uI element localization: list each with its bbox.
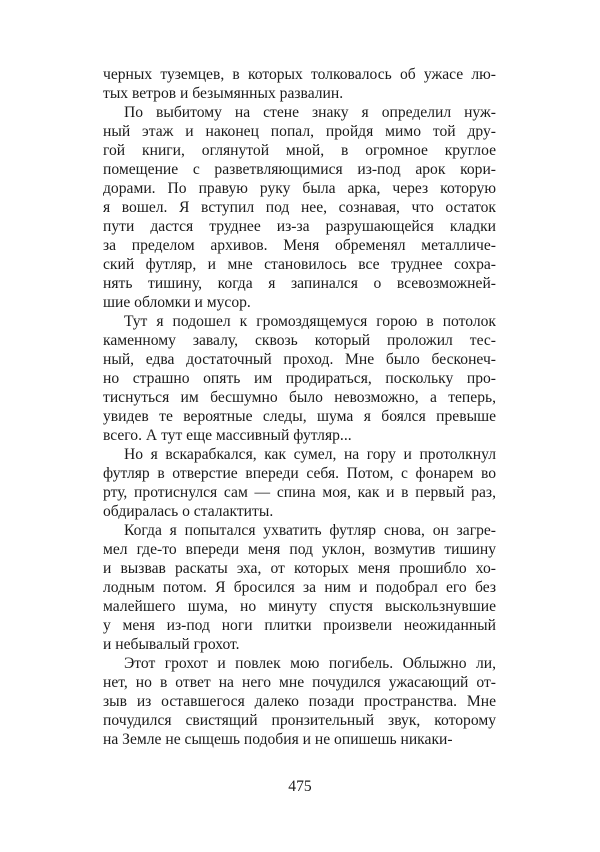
paragraph	[103, 654, 496, 749]
text-line: Но я вскарабкался, как сумел, на гору и протолкнул	[124, 446, 496, 463]
text-line: помещение с разветвляющимися из-под арок кори-	[103, 161, 496, 178]
text-line: на Земле не сыщешь подобия и не опишешь никаки-	[103, 731, 453, 748]
text-line: По выбитому на стене знаку я определил нуж-	[124, 104, 496, 121]
text-line: зыв из оставшегося далеко позади пространства. Мне	[103, 693, 496, 710]
text-line: тых ветров и безымянных развалин.	[103, 85, 344, 102]
text-line: каменному завалу, сквозь который проложил тес-	[103, 332, 496, 349]
text-line: ный этаж и наконец попал, пройдя мимо той дру-	[103, 123, 496, 140]
text-line: дорами. По правую руку была арка, через которую	[103, 180, 496, 197]
text-line: ный, едва достаточный проход. Мне было бесконеч-	[103, 351, 496, 368]
text-line: но страшно опять им продираться, поскольку про-	[103, 370, 496, 387]
text-line: Когда я попытался ухватить футляр снова, он загре-	[124, 522, 496, 539]
text-line: у меня из-под ноги плитки произвели неожиданный	[103, 617, 496, 634]
text-line: малейшего шума, но минуту спустя выскользнувшие	[103, 598, 496, 615]
text-line: ский футляр, и мне становилось все труднее сохра-	[103, 256, 496, 273]
text-line: почудился свистящий пронзительный звук, которому	[103, 712, 496, 729]
text-line: всего. А тут еще массивный футляр...	[103, 427, 352, 444]
paragraph	[103, 445, 496, 521]
text-line: Тут я подошел к громоздящемуся горою в потолок	[124, 313, 496, 330]
text-line: я вошел. Я вступил под нее, сознавая, что остаток	[103, 199, 496, 216]
text-line: нет, но в ответ на него мне почудился ужасающий от-	[103, 674, 496, 691]
text-line: и вызвав раскаты эха, от которых меня прошибло хо-	[103, 560, 496, 577]
paragraph	[103, 103, 496, 312]
text-line: за пределом архивов. Меня обременял металличе-	[103, 237, 496, 254]
text-line: шие обломки и мусор.	[103, 294, 251, 311]
text-line: футляр в отверстие впереди себя. Потом, с фонарем во	[103, 465, 496, 482]
paragraph	[103, 65, 496, 103]
paragraph	[103, 312, 496, 445]
text-line: рту, протиснулся сам — спина моя, как и в первый раз,	[103, 484, 496, 501]
text-line: и небывалый грохот.	[103, 636, 240, 653]
text-line: мел где-то впереди меня под уклон, возмутив тишину	[103, 541, 496, 558]
text-line: пути дастся труднее из-за разрушающейся кладки	[103, 218, 496, 235]
text-line: обдиралась о сталактиты.	[103, 503, 274, 520]
text-line: гой книги, оглянутой мной, в огромное круглое	[103, 142, 496, 159]
text-line: Этот грохот и повлек мою погибель. Облыжно ли,	[124, 655, 496, 672]
text-line: лодным потом. Я бросился за ним и подобрал его без	[103, 579, 496, 596]
paragraph	[103, 521, 496, 654]
text-line: тиснуться им бесшумно было невозможно, а теперь,	[103, 389, 496, 406]
text-line: нять тишину, когда я запинался о всевозможней-	[103, 275, 496, 292]
page-body-text	[103, 65, 496, 749]
text-line: увидев те вероятные следы, шума я боялся превыше	[103, 408, 496, 425]
text-line: черных туземцев, в которых толковалось об ужасе лю-	[103, 66, 496, 83]
page-number: 475	[288, 778, 312, 795]
